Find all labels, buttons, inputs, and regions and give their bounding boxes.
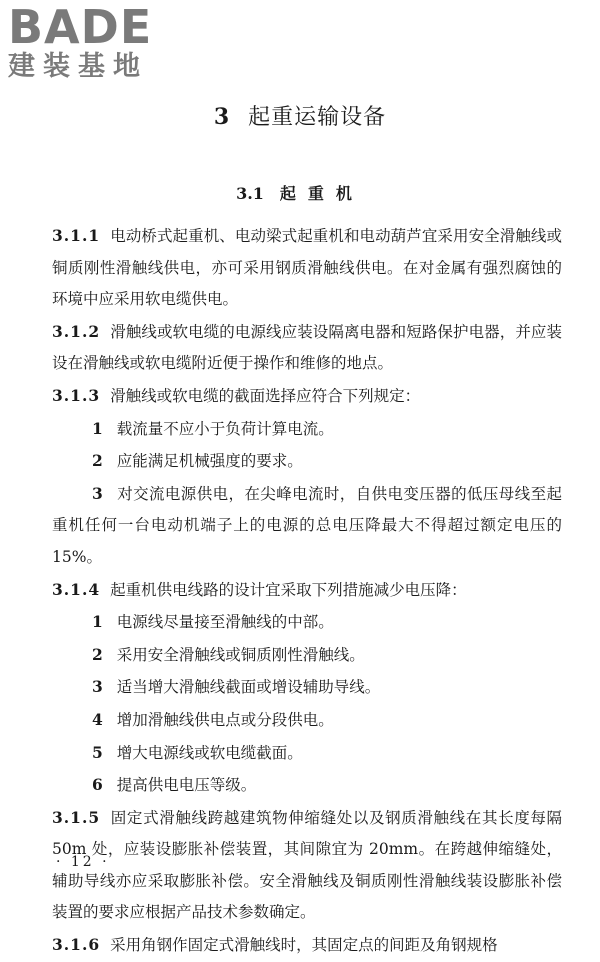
item-number: 6: [92, 775, 103, 795]
brand-logo: [8, 0, 178, 82]
item-text: 载流量不应小于负荷计算电流。: [116, 419, 334, 438]
chapter-title: 起重运输设备: [248, 105, 387, 130]
item-number: 4: [92, 709, 103, 729]
clause-3-1-1: [52, 220, 562, 316]
item-text: 电源线尽量接至滑触线的中部。: [116, 613, 334, 632]
list-item: [52, 769, 562, 802]
item-text: 对交流电源供电，在尖峰电流时，自供电变压器的低压母线至起重机任何一台电动机端子上的电源的总电压降最大不得超过额定电压的 15%。: [52, 484, 562, 566]
clause-text: 电动桥式起重机、电动梁式起重机和电动葫芦宜采用安全滑触线或铜质刚性滑触线供电，亦可采用钢质滑触线供电。在对金属有强烈腐蚀的环境中应采用软电缆供电。: [52, 227, 562, 309]
item-number: 5: [92, 742, 103, 762]
list-item: [52, 445, 562, 478]
clause-text: 滑触线或软电缆的截面选择应符合下列规定：: [110, 386, 421, 405]
clause-number: 3.1.6: [52, 935, 101, 955]
item-text: 应能满足机械强度的要求。: [116, 452, 303, 471]
logo-subtitle: 建装基地: [8, 51, 148, 82]
list-item: [52, 737, 562, 770]
item-text: 增加滑触线供电点或分段供电。: [116, 710, 334, 729]
clause-3-1-6: [52, 929, 562, 962]
list-item: [52, 704, 562, 737]
list-item: [52, 639, 562, 672]
item-number: 3: [92, 677, 103, 697]
list-item: [52, 478, 562, 574]
clause-3-1-3: [52, 380, 562, 413]
clause-number: 3.1.1: [52, 226, 101, 245]
page-number: · 12 ·: [56, 854, 110, 870]
item-number: 2: [92, 644, 103, 664]
list-item: [52, 671, 562, 704]
section-heading: [0, 182, 600, 206]
clause-text: 固定式滑触线跨越建筑物伸缩缝处以及钢质滑触线在其长度每隔 50m 处，应装设膨胀补偿装置，其间隙宜为 20mm。在跨越伸缩缝处，辅助导线亦应采取膨胀补偿。安全滑触线及铜质刚性滑触线装设膨胀补偿装置的要求应根据产品技术参数确定。: [52, 808, 562, 922]
item-text: 采用安全滑触线或铜质刚性滑触线。: [116, 645, 365, 664]
list-item: [52, 413, 562, 446]
item-number: 1: [92, 612, 103, 632]
item-text: 增大电源线或软电缆截面。: [116, 743, 303, 762]
logo-wordmark: BADE: [8, 0, 153, 54]
chapter-heading: [0, 102, 600, 133]
section-title: 起重机: [279, 184, 364, 203]
item-text: 适当增大滑触线截面或增设辅助导线。: [116, 678, 381, 697]
item-number: 1: [92, 418, 103, 438]
clause-text: 起重机供电线路的设计宜采取下列措施减少电压降：: [110, 580, 467, 599]
clause-number: 3.1.5: [52, 807, 101, 827]
clause-3-1-2: [52, 316, 562, 380]
clause-number: 3.1.4: [52, 579, 101, 599]
section-number: 3.1: [236, 184, 264, 203]
clause-text: 滑触线或软电缆的电源线应装设隔离电器和短路保护电器，并应装设在滑触线或软电缆附近便于操作和维修的地点。: [52, 322, 562, 373]
item-number: 2: [92, 451, 103, 471]
clause-text: 采用角钢作固定式滑触线时，其固定点的间距及角钢规格: [110, 936, 498, 955]
clause-3-1-4: [52, 574, 562, 607]
list-item: [52, 606, 562, 639]
item-text: 提高供电电压等级。: [116, 776, 257, 795]
chapter-number: 3: [213, 104, 231, 130]
clause-number: 3.1.2: [52, 321, 101, 341]
item-number: 3: [92, 483, 103, 503]
clause-number: 3.1.3: [52, 385, 101, 405]
document-body: [52, 220, 562, 962]
clause-3-1-5: [52, 802, 562, 929]
